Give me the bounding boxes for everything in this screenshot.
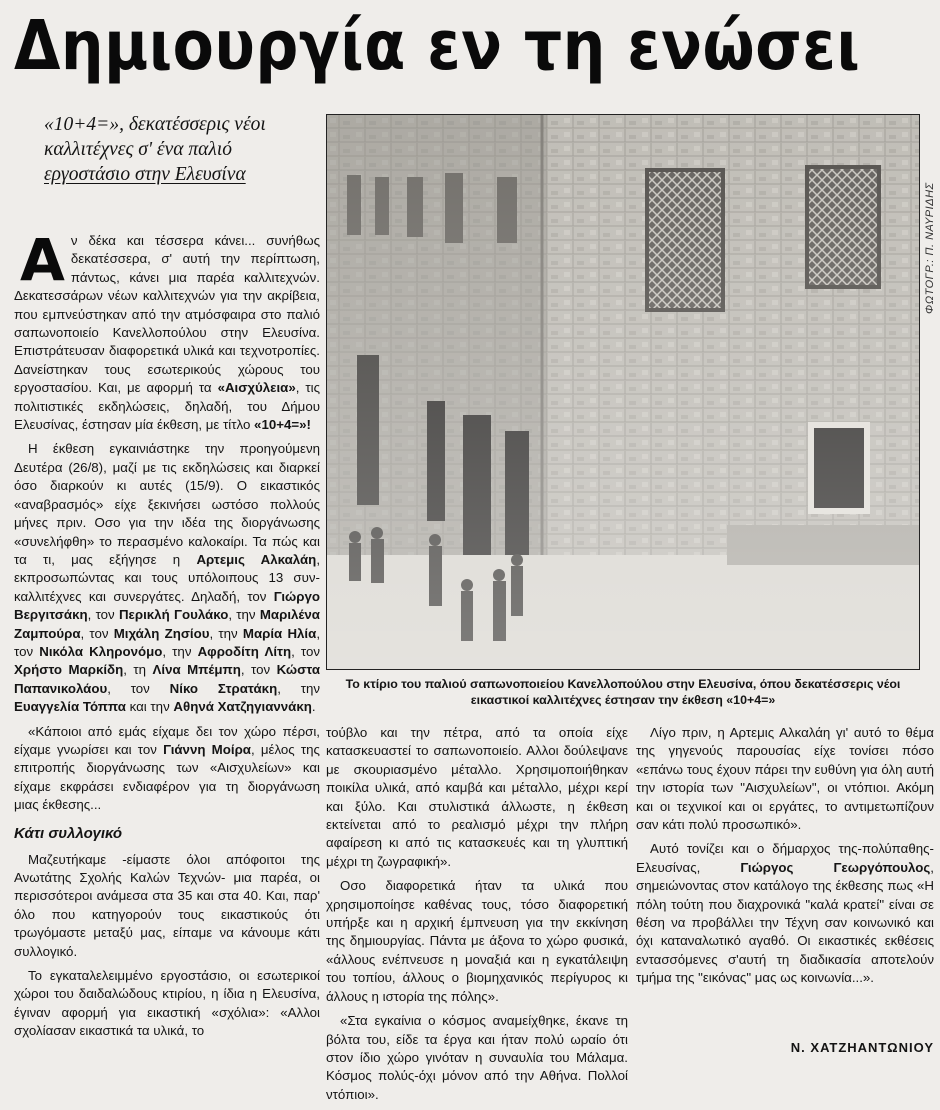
photo-credit: ΦΩΤΟΓΡ.: Π. ΝΑΥΡΙΔΗΣ [924,182,936,314]
paragraph: Οσο διαφορετικά ήταν τα υλικά που χρησιμοποίησε καθένας τους, τόσο διαφορετική υπήρξε και η αρχική έμπνευση για την εκκίνηση της δημιουργίας. Πάντα με άξονα το χώρο φυσικά, «άλλους ενέπνευσε η μοναξιά και η εγκατάλειψη του τοπίου, άλλους ο βιομηχανικός περίγυρος κι άλλους η ιστορία της πόλης». [326,878,628,1004]
paragraph: «Κάποιοι από εμάς είχαμε δει τον χώρο πέρσι, είχαμε γνωρίσει και τον Γιάννη Μοίρα, μέλος της επιτροπής διοργάνωσης των «Αισχυλείων» και είχαμε εκφράσει ενδιαφέρον για τη διοργάνωση μιας έκθεσης... [14,723,320,813]
paragraph: Η έκθεση εγκαινιάστηκε την προηγούμενη Δευτέρα (26/8), μαζί με τις εκδηλώσεις και διαρκεί όσο διαρκούν κι αυτές (15/9). Ο εικαστικός «αναβρασμός» είχε ξεκινήσει ωστόσο πολλούς μήνες πριν. Οσο για την ιδέα της διοργάνωσης «συνελήφθη» το περασμένο καλοκαίρι. Τα πώς και τα τι, μας εξήγησε η Αρτεμις Αλκαλάη, εκπροσωπώντας και τους υπόλοιπους 13 συν-καλλιτέχνες και συνεργάτες. Δηλαδή, τον Γιώργο Βεργιτσάκη, τον Περικλή Γουλάκο, την Μαριλένα Ζαμπούρα, τον Μιχάλη Ζησίου, την Μαρία Ηλία, τον Νικόλα Κληρονόμο, την Αφροδίτη Λίτη, τον Χρήστο Μαρκίδη, τη Λίνα Μπέμπη, τον Κώστα Παπανικολάου, τον Νίκο Στρατάκη, την Ευαγγελία Τόππα και την Αθηνά Χατζηγιαννάκη. [14,441,321,715]
headline: Δημιουργία εν τη ενώσει [14,5,861,87]
subheadline-line: «10+4=», δεκατέσσερις νέοι [44,114,266,135]
photo-haze [327,115,919,669]
subheadline-line: καλλιτέχνες σ' ένα παλιό [44,139,233,160]
paragraph: Μαζευτήκαμε -είμαστε όλοι απόφοιτοι της Ανωτάτης Σχολής Καλών Τεχνών- μια παρέα, οι περισσότεροι ανάμεσα στα 35 και στα 40. Και, παρ' όλο που κατηγορούν τους εικαστικούς ότι τρωγόμαστε μεταξύ μας, είπαμε να κάνουμε κάτι συλλογικό. [14,851,320,959]
paragraph: Το εγκαταλελειμμένο εργοστάσιο, οι εσωτερικοί χώροι του δαιδαλώδους κτιρίου, η ίδια η Ελευσίνα, έγιναν αφορμή για εικαστική «σχόλια»: «Αλλοι σχολίασαν εικαστικά τα υλικά, το [14,968,320,1039]
paragraph: «Στα εγκαίνια ο κόσμος αναμείχθηκε, έκανε τη βόλτα του, είδε τα έργα και ήταν πολύ ωραίο ότι στον ίδιο χώρο γινόταν η συναυλία του Μάλαμα. Κόσμος πολύς-όχι μόνον από την Αθήνα. Πολλοί ντόπιοι». [326,1013,628,1102]
drop-cap: Α [20,226,65,294]
building-photo-image [327,115,919,669]
subheadline-line: εργοστάσιο στην Ελευσίνα [44,164,246,185]
byline: Ν. ΧΑΤΖΗΑΝΤΩΝΙΟΥ [790,1040,934,1055]
caption-line: εικαστικοί καλλιτέχνες έστησαν την έκθεση «10+4=» [470,693,776,707]
paragraph: Αυτό τονίζει και ο δήμαρχος της-πολύπαθης-Ελευσίνας, Γιώργος Γεωργόπουλος, σημειώνοντας στον κατάλογο της έκθεσης πως «Η πόλη τούτη που διαχρονικά "καλά κρατεί" είναι σε θέση να προβάλλει την Τέχνη σαν κοινωνικό και όχι καταναλωτικό αγαθό. Οι εικαστικές εκθέσεις εντασσόμενες σ'αυτή τη διαδικασία αποτελούν τμήμα της "εικόνας" μας ως κοινωνία...». [636,841,934,986]
paragraph: τούβλο και την πέτρα, από τα οποία είχε κατασκευαστεί το σαπωνοποιείο. Αλλοι δούλεψανε με σκουριασμένο μέταλλο. Χρησιμοποιήθηκαν ποικίλα υλικά, από καμβά και μέταλλο, μέχρι κερί και ξύλο. Και στυλιστικά άλλωστε, η έκθεση εκτείνεται από το ρεαλισμό μέχρι την πλήρη αφαίρεση κι από τις κατασκευές και τη γλυπτική μέχρι τη ζωγραφική». [326,725,628,869]
caption-line: Το κτίριο του παλιού σαπωνοποιείου Κανελλοπούλου στην Ελευσίνα, όπου δεκατέσσερις νέοι [345,677,901,691]
article-column-2 [326,724,628,1110]
paragraph: Λίγο πριν, η Αρτεμις Αλκαλάη γι' αυτό το θέμα της γηγενούς παρουσίας είχε τονίσει πόσο «επάνω τους έχουν πάρει την ευθύνη για όλη αυτή την ιστορία των "Αισχυλείων", οι ντόπιοι. Ακόμη και οι τεχνικοί και οι εργάτες, το αντιμετωπίζουν σαν κάτι πολύ προσωπικό». [636,725,934,833]
building-photo [326,114,920,670]
subsection-heading: Κάτι συλλογικό [14,824,123,842]
article-column-3 [636,724,934,994]
article-column-1 [14,226,321,1047]
photo-caption [326,676,920,708]
paragraph: Αν δέκα και τέσσερα κάνει... συνήθως δεκατέσσερα, σ' αυτή την περίπτωση, πάντως, κάνει μια παρέα καλλιτεχνών. Δεκατεσσάρων νέων καλλιτεχνών για την ακρίβεια, που εμπνεύστηκαν από την ατμόσφαιρα στο παλιό σαπωνοποιείο Κανελλοπούλου στην Ελευσίνα. Επιστράτευσαν διαφορετικά υλικά και τεχνοτροπίες. Δανείστηκαν τους εσωτερικούς χώρους του εργοστασίου. Και, με αφορμή τα «Αισχύλεια», τις πολιτιστικές εκδηλώσεις, δηλαδή, του Δήμου Ελευσίνας, έστησαν μία έκθεση, με τίτλο «10+4=»! [14,226,320,433]
subheadline [44,112,314,187]
